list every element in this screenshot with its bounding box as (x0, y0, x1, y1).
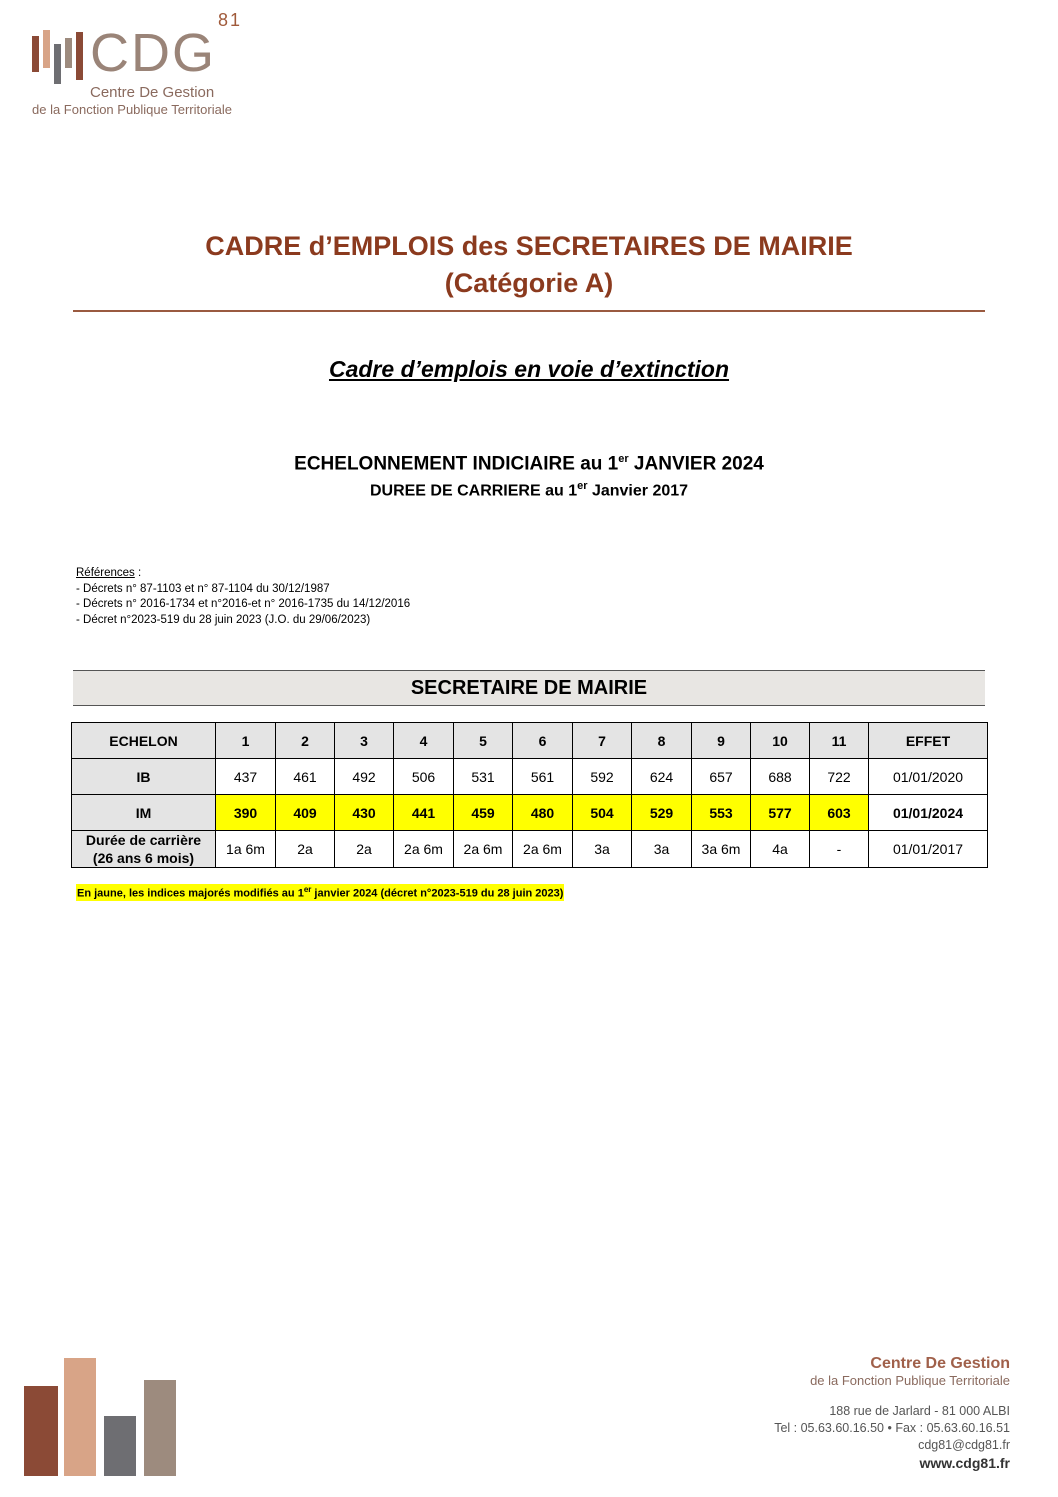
echelon-label: ECHELON (72, 723, 216, 759)
duree-cell: 3a (632, 831, 692, 868)
ib-row (72, 759, 988, 795)
page-title-line1: CADRE d’EMPLOIS des SECRETAIRES DE MAIRIE (205, 231, 853, 261)
duree-cell: 2a (276, 831, 335, 868)
echelon-cell: 6 (513, 723, 573, 759)
echelonnement-heading: ECHELONNEMENT INDICIAIRE au 1er JANVIER 2024 (294, 453, 764, 475)
reference-item: - Décrets n° 2016-1734 et n°2016-et n° 2016-1735 du 14/12/2016 (76, 598, 411, 610)
im-cell: 430 (335, 795, 394, 831)
logo-bars-icon (30, 22, 90, 87)
ib-cell: 506 (394, 759, 454, 795)
footer-email[interactable]: cdg81@cdg81.fr (918, 1438, 1010, 1452)
ib-cell: 437 (216, 759, 276, 795)
duree-effet: 01/01/2017 (869, 831, 988, 868)
page-title-line2: (Catégorie A) (444, 268, 614, 298)
ib-effet: 01/01/2020 (869, 759, 988, 795)
echelon-cell: 5 (454, 723, 513, 759)
footer-bars-icon (24, 1356, 176, 1476)
im-effet: 01/01/2024 (869, 795, 988, 831)
duree-row (72, 831, 988, 868)
duree-cell: 3a 6m (692, 831, 751, 868)
im-label: IM (72, 795, 216, 831)
im-cell: 529 (632, 795, 692, 831)
footer-org-line1: Centre De Gestion (870, 1355, 1010, 1372)
im-cell: 459 (454, 795, 513, 831)
footer-org-line2: de la Fonction Publique Territoriale (810, 1373, 1010, 1388)
echelon-row (72, 723, 988, 759)
echelon-cell: 11 (810, 723, 869, 759)
im-cell: 480 (513, 795, 573, 831)
footer-phone: Tel : 05.63.60.16.50 • Fax : 05.63.60.16.51 (774, 1421, 1010, 1435)
echelon-cell: 2 (276, 723, 335, 759)
echelon-cell: 3 (335, 723, 394, 759)
ib-cell: 657 (692, 759, 751, 795)
ib-cell: 561 (513, 759, 573, 795)
duree-cell: 2a (335, 831, 394, 868)
im-cell: 504 (573, 795, 632, 831)
ib-cell: 492 (335, 759, 394, 795)
echelon-cell: 4 (394, 723, 454, 759)
duree-cell: 1a 6m (216, 831, 276, 868)
references: Références : - Décrets n° 87-1103 et n° 87-1104 du 30/12/1987 - Décrets n° 2016-1734 et n°2016-et n° 2016-1735 du 14/12/2016 - Décret n°2023-519 du 28 juin 2023 (J.O. du 29/06/2023) (76, 566, 410, 628)
duree-cell: 4a (751, 831, 810, 868)
cdg81-logo (30, 10, 260, 122)
logo-letters: CDG$^{81}$ (90, 10, 243, 83)
echelon-cell: 8 (632, 723, 692, 759)
duree-cell: 2a 6m (394, 831, 454, 868)
ib-cell: 592 (573, 759, 632, 795)
im-cell: 553 (692, 795, 751, 831)
reference-item: - Décret n°2023-519 du 28 juin 2023 (J.O. du 29/06/2023) (76, 613, 371, 626)
duree-cell: 3a (573, 831, 632, 868)
ib-cell: 722 (810, 759, 869, 795)
echelon-cell: 1 (216, 723, 276, 759)
im-cell: 390 (216, 795, 276, 831)
duree-heading: DUREE DE CARRIERE au 1er Janvier 2017 (369, 480, 689, 500)
references-label: Références (76, 567, 135, 579)
logo-line2: de la Fonction Publique Territoriale (32, 102, 232, 117)
echelon-cell: 10 (751, 723, 810, 759)
reference-item: - Décrets n° 87-1103 et n° 87-1104 du 30/12/1987 (76, 582, 330, 595)
duree-cell: 2a 6m (513, 831, 573, 868)
im-cell: 409 (276, 795, 335, 831)
grade-title: SECRETAIRE DE MAIRIE (73, 670, 985, 706)
logo-line1: Centre De Gestion (90, 84, 215, 101)
ib-cell: 688 (751, 759, 810, 795)
duree-cell: - (810, 831, 869, 868)
subtitle: Cadre d’emplois en voie d’extinction (328, 356, 730, 382)
ib-label: IB (72, 759, 216, 795)
im-cell: 603 (810, 795, 869, 831)
title-divider (73, 310, 985, 312)
echelon-table (71, 722, 988, 868)
im-row (72, 795, 988, 831)
footer-website[interactable]: www.cdg81.fr (919, 1455, 1010, 1471)
duree-cell: 2a 6m (454, 831, 513, 868)
ib-cell: 461 (276, 759, 335, 795)
im-cell: 577 (751, 795, 810, 831)
footer-address: 188 rue de Jarlard - 81 000 ALBI (829, 1404, 1010, 1418)
duree-label: Durée de carrière (26 ans 6 mois) (72, 831, 216, 868)
echelon-cell: 7 (573, 723, 632, 759)
ib-cell: 531 (454, 759, 513, 795)
effet-label: EFFET (869, 723, 988, 759)
ib-cell: 624 (632, 759, 692, 795)
echelon-cell: 9 (692, 723, 751, 759)
im-cell: 441 (394, 795, 454, 831)
yellow-highlight-note: En jaune, les indices majorés modifiés au 1er janvier 2024 (décret n°2023-519 du 28 juin 2023) (77, 885, 564, 900)
